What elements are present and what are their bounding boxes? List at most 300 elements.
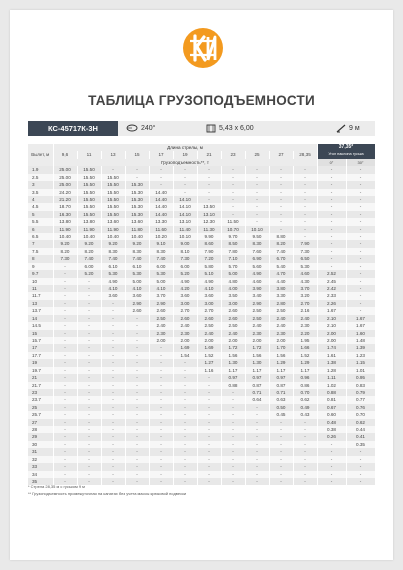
- capacity-cell: 9.20: [101, 240, 125, 247]
- capacity-cell: 14.40: [149, 189, 173, 196]
- capacity-cell: -: [173, 396, 197, 403]
- capacity-cell: 15.30: [125, 196, 149, 203]
- capacity-cell: -: [221, 441, 245, 448]
- capacity-cell: 1.29: [269, 359, 293, 366]
- capacity-cell: -: [293, 456, 317, 463]
- capacity-cell: 15.50: [77, 196, 101, 203]
- capacity-cell: -: [221, 419, 245, 426]
- capacity-cell: 1.67: [317, 307, 346, 314]
- capacity-cell: -: [346, 174, 375, 181]
- capacity-cell: -: [125, 404, 149, 411]
- capacity-cell: -: [173, 471, 197, 478]
- capacity-cell: -: [293, 174, 317, 181]
- capacity-cell: 2.50: [149, 315, 173, 322]
- capacity-cell: 0.97: [245, 374, 269, 381]
- capacity-cell: -: [125, 382, 149, 389]
- outreach-cell: 17.7: [28, 352, 53, 359]
- capacity-cell: 10.40: [125, 233, 149, 240]
- capacity-cell: 5.00: [221, 270, 245, 277]
- capacity-cell: -: [293, 211, 317, 218]
- capacity-cell: -: [221, 471, 245, 478]
- table-row: [28, 411, 375, 418]
- capacity-cell: -: [77, 419, 101, 426]
- capacity-cell: -: [346, 292, 375, 299]
- capacity-cell: 10.40: [77, 233, 101, 240]
- capacity-cell: 8.60: [197, 240, 221, 247]
- capacity-cell: 10.40: [101, 233, 125, 240]
- outrigger-icon: [206, 124, 216, 133]
- capacity-cell: -: [101, 456, 125, 463]
- boom-length-col: 25: [245, 151, 269, 158]
- capacity-cell: -: [77, 359, 101, 366]
- outreach-cell: 29: [28, 433, 53, 440]
- capacity-cell: -: [77, 292, 101, 299]
- capacity-cell: -: [149, 389, 173, 396]
- capacity-cell: -: [221, 389, 245, 396]
- capacity-cell: 1.02: [317, 382, 346, 389]
- crane-model: КС-45717К-3Н: [28, 121, 118, 136]
- capacity-cell: -: [269, 463, 293, 470]
- capacity-cell: -: [317, 471, 346, 478]
- capacity-cell: -: [346, 248, 375, 255]
- capacity-cell: 3.70: [293, 285, 317, 292]
- capacity-cell: 0.87: [269, 382, 293, 389]
- capacity-cell: -: [53, 344, 77, 351]
- capacity-cell: 2.45: [317, 278, 346, 285]
- capacity-cell: 2.70: [197, 307, 221, 314]
- capacity-cell: -: [173, 478, 197, 485]
- outreach-cell: 35: [28, 478, 53, 485]
- capacity-cell: 1.30: [221, 359, 245, 366]
- outreach-cell: 4: [28, 196, 53, 203]
- capacity-cell: 2.10: [317, 322, 346, 329]
- capacity-cell: -: [53, 448, 77, 455]
- outreach-cell: 8: [28, 255, 53, 262]
- capacity-cell: 4.30: [293, 278, 317, 285]
- boom-length-col: 11: [77, 151, 101, 158]
- capacity-cell: 7.40: [149, 255, 173, 262]
- capacity-cell: -: [125, 463, 149, 470]
- capacity-cell: 2.80: [269, 300, 293, 307]
- outreach-cell: 6: [28, 226, 53, 233]
- capacity-cell: 8.30: [149, 248, 173, 255]
- capacity-cell: -: [53, 426, 77, 433]
- capacity-cell: -: [77, 404, 101, 411]
- capacity-cell: 2.40: [173, 322, 197, 329]
- capacity-cell: -: [125, 441, 149, 448]
- capacity-cell: -: [77, 337, 101, 344]
- capacity-cell: -: [53, 367, 77, 374]
- capacity-cell: -: [101, 441, 125, 448]
- capacity-cell: 3.60: [101, 292, 125, 299]
- capacity-cell: 0.38: [317, 426, 346, 433]
- rotation-icon: [126, 124, 138, 132]
- capacity-cell: 1.17: [245, 367, 269, 374]
- capacity-cell: 13.80: [77, 218, 101, 225]
- capacity-cell: 1.29: [293, 359, 317, 366]
- capacity-cell: 15.50: [101, 174, 125, 181]
- table-row: [28, 278, 375, 285]
- capacity-cell: -: [149, 359, 173, 366]
- capacity-cell: -: [245, 471, 269, 478]
- capacity-cell: 6.10: [101, 263, 125, 270]
- capacity-cell: 8.10: [173, 248, 197, 255]
- capacity-cell: -: [77, 374, 101, 381]
- capacity-cell: 2.60: [149, 307, 173, 314]
- capacity-cell: -: [125, 367, 149, 374]
- capacity-cell: 9.20: [53, 240, 77, 247]
- capacity-cell: -: [221, 411, 245, 418]
- capacity-cell: -: [346, 240, 375, 247]
- outreach-cell: 19: [28, 359, 53, 366]
- capacity-cell: 4.70: [269, 270, 293, 277]
- capacity-cell: -: [197, 419, 221, 426]
- outreach-cell: 13: [28, 300, 53, 307]
- capacity-cell: 7.20: [197, 255, 221, 262]
- capacity-cell: -: [293, 419, 317, 426]
- capacity-cell: -: [197, 181, 221, 188]
- capacity-cell: -: [269, 441, 293, 448]
- capacity-cell: -: [346, 471, 375, 478]
- capacity-cell: 2.60: [173, 315, 197, 322]
- capacity-cell: -: [173, 411, 197, 418]
- capacity-cell: 3.60: [173, 292, 197, 299]
- capacity-cell: 0.67: [317, 404, 346, 411]
- capacity-cell: -: [101, 448, 125, 455]
- outreach-cell: 28: [28, 426, 53, 433]
- capacity-cell: 1.56: [221, 352, 245, 359]
- capacity-cell: 15.30: [125, 211, 149, 218]
- capacity-cell: 15.50: [77, 211, 101, 218]
- capacity-cell: -: [77, 426, 101, 433]
- capacity-cell: -: [77, 300, 101, 307]
- capacity-cell: -: [53, 330, 77, 337]
- capacity-cell: 2.33: [317, 292, 346, 299]
- capacity-cell: 10.10: [245, 226, 269, 233]
- capacity-cell: -: [197, 448, 221, 455]
- capacity-cell: 2.90: [245, 300, 269, 307]
- capacity-cell: 4.20: [173, 285, 197, 292]
- capacity-cell: -: [221, 174, 245, 181]
- capacity-cell: -: [173, 448, 197, 455]
- outreach-cell: 1.9: [28, 166, 53, 173]
- capacity-cell: -: [53, 315, 77, 322]
- capacity-cell: -: [221, 404, 245, 411]
- capacity-cell: 1.48: [346, 337, 375, 344]
- boom-icon: [336, 124, 346, 133]
- capacity-cell: -: [173, 419, 197, 426]
- table-row: [28, 263, 375, 270]
- table-row: [28, 433, 375, 440]
- table-row: [28, 382, 375, 389]
- capacity-cell: -: [293, 189, 317, 196]
- capacity-cell: -: [125, 426, 149, 433]
- outreach-cell: 25: [28, 404, 53, 411]
- capacity-cell: -: [77, 367, 101, 374]
- capacity-cell: 3.70: [149, 292, 173, 299]
- capacity-cell: -: [53, 307, 77, 314]
- capacity-cell: -: [77, 463, 101, 470]
- capacity-cell: -: [346, 263, 375, 270]
- capacity-cell: 2.40: [269, 322, 293, 329]
- capacity-cell: -: [77, 411, 101, 418]
- capacity-cell: -: [173, 181, 197, 188]
- outreach-cell: 34: [28, 471, 53, 478]
- capacity-cell: -: [221, 463, 245, 470]
- table-row: [28, 374, 375, 381]
- capacity-cell: 6.70: [269, 255, 293, 262]
- capacity-cell: -: [269, 433, 293, 440]
- capacity-cell: -: [293, 203, 317, 210]
- capacity-cell: -: [173, 166, 197, 173]
- capacity-cell: 5.10: [197, 270, 221, 277]
- capacity-cell: 7.80: [221, 248, 245, 255]
- capacity-cell: 7.40: [101, 255, 125, 262]
- capacity-cell: 2.30: [245, 330, 269, 337]
- capacity-cell: 3.50: [221, 292, 245, 299]
- capacity-cell: 14.40: [149, 211, 173, 218]
- capacity-cell: -: [346, 463, 375, 470]
- capacity-cell: -: [197, 456, 221, 463]
- table-row: [28, 189, 375, 196]
- capacity-cell: -: [149, 181, 173, 188]
- capacity-cell: -: [197, 374, 221, 381]
- capacity-cell: -: [269, 174, 293, 181]
- capacity-cell: 0.49: [293, 404, 317, 411]
- capacity-cell: -: [77, 396, 101, 403]
- table-row: [28, 218, 375, 225]
- capacity-cell: -: [53, 411, 77, 418]
- capacity-cell: -: [293, 181, 317, 188]
- capacity-cell: -: [125, 359, 149, 366]
- capacity-cell: 1.66: [293, 344, 317, 351]
- capacity-cell: 14.10: [173, 203, 197, 210]
- capacity-cell: -: [346, 203, 375, 210]
- capacity-cell: 2.30: [293, 322, 317, 329]
- capacity-cell: -: [269, 189, 293, 196]
- capacity-cell: -: [245, 433, 269, 440]
- capacity-cell: -: [125, 337, 149, 344]
- capacity-cell: -: [245, 463, 269, 470]
- table-row: [28, 240, 375, 247]
- capacity-cell: 2.60: [221, 315, 245, 322]
- capacity-cell: 5.00: [125, 278, 149, 285]
- capacity-cell: 2.90: [149, 300, 173, 307]
- capacity-cell: 15.50: [77, 181, 101, 188]
- capacity-cell: -: [346, 189, 375, 196]
- capacity-cell: -: [101, 337, 125, 344]
- capacity-cell: -: [149, 478, 173, 485]
- table-row: [28, 292, 375, 299]
- capacity-cell: -: [269, 478, 293, 485]
- capacity-cell: -: [77, 433, 101, 440]
- capacity-cell: 1.56: [269, 352, 293, 359]
- capacity-cell: -: [346, 448, 375, 455]
- table-row: [28, 359, 375, 366]
- capacity-cell: -: [221, 181, 245, 188]
- capacity-cell: 5.20: [173, 270, 197, 277]
- outreach-cell: 23.7: [28, 396, 53, 403]
- load-chart-table: [28, 144, 376, 485]
- capacity-cell: 3.00: [173, 300, 197, 307]
- capacity-cell: -: [346, 307, 375, 314]
- table-row: [28, 285, 375, 292]
- capacity-cell: 8.20: [53, 248, 77, 255]
- capacity-cell: 3.00: [197, 300, 221, 307]
- outreach-cell: 31: [28, 448, 53, 455]
- capacity-cell: -: [293, 441, 317, 448]
- capacity-cell: 1.74: [317, 344, 346, 351]
- capacity-cell: -: [101, 352, 125, 359]
- capacity-cell: -: [125, 419, 149, 426]
- table-row: [28, 367, 375, 374]
- capacity-cell: -: [221, 426, 245, 433]
- capacity-cell: -: [53, 352, 77, 359]
- capacity-cell: 0.26: [317, 433, 346, 440]
- outreach-cell: 4.5: [28, 203, 53, 210]
- outreach-cell: 3.5: [28, 189, 53, 196]
- capacity-cell: 15.50: [77, 166, 101, 173]
- capacity-cell: -: [77, 441, 101, 448]
- capacity-cell: 11.80: [125, 226, 149, 233]
- capacity-cell: -: [125, 448, 149, 455]
- capacity-cell: -: [125, 433, 149, 440]
- capacity-cell: -: [317, 233, 346, 240]
- capacity-cell: 0.45: [269, 411, 293, 418]
- capacity-cell: -: [269, 218, 293, 225]
- capacity-cell: 2.00: [197, 337, 221, 344]
- capacity-cell: -: [346, 278, 375, 285]
- capacity-cell: -: [197, 382, 221, 389]
- table-row: [28, 300, 375, 307]
- table-row: [28, 248, 375, 255]
- capacity-cell: 4.90: [101, 278, 125, 285]
- outreach-cell: 9: [28, 263, 53, 270]
- table-row: [28, 448, 375, 455]
- capacity-cell: 2.40: [245, 322, 269, 329]
- table-row: [28, 270, 375, 277]
- capacity-cell: 0.96: [293, 374, 317, 381]
- capacity-cell: -: [269, 456, 293, 463]
- capacity-cell: -: [77, 315, 101, 322]
- capacity-cell: -: [245, 448, 269, 455]
- capacity-cell: 15.50: [101, 189, 125, 196]
- capacity-cell: 0.63: [269, 396, 293, 403]
- outreach-cell: 3: [28, 181, 53, 188]
- table-row: [28, 322, 375, 329]
- capacity-cell: -: [269, 166, 293, 173]
- table-row: [28, 255, 375, 262]
- capacity-cell: 0.76: [346, 404, 375, 411]
- outreach-cell: 5.5: [28, 218, 53, 225]
- capacity-cell: -: [346, 181, 375, 188]
- capacity-cell: 9.20: [77, 240, 101, 247]
- capacity-cell: -: [149, 426, 173, 433]
- capacity-cell: -: [125, 344, 149, 351]
- capacity-cell: 1.38: [317, 359, 346, 366]
- capacity-cell: 0.81: [317, 396, 346, 403]
- capacity-cell: -: [77, 389, 101, 396]
- outriggers-info: [206, 121, 254, 136]
- capacity-cell: -: [125, 315, 149, 322]
- capacity-cell: 6.00: [149, 263, 173, 270]
- capacity-cell: 6.00: [77, 263, 101, 270]
- capacity-cell: -: [149, 166, 173, 173]
- outreach-cell: 11: [28, 285, 53, 292]
- capacity-cell: -: [101, 426, 125, 433]
- capacity-cell: 13.50: [197, 203, 221, 210]
- capacity-cell: 2.00: [221, 337, 245, 344]
- outreach-cell: 21.7: [28, 382, 53, 389]
- capacity-cell: -: [101, 344, 125, 351]
- capacity-cell: -: [149, 382, 173, 389]
- capacity-cell: -: [53, 404, 77, 411]
- table-row: [28, 419, 375, 426]
- capacity-cell: 8.20: [77, 248, 101, 255]
- capacity-cell: -: [101, 166, 125, 173]
- capacity-cell: 11.90: [101, 226, 125, 233]
- capacity-cell: 1.11: [317, 374, 346, 381]
- capacity-cell: 15.50: [101, 181, 125, 188]
- capacity-cell: 2.30: [173, 330, 197, 337]
- capacity-cell: -: [317, 240, 346, 247]
- capacity-cell: 12.30: [197, 218, 221, 225]
- capacity-cell: 0.41: [346, 433, 375, 440]
- capacity-cell: 5.30: [149, 270, 173, 277]
- capacity-cell: 9.00: [173, 240, 197, 247]
- capacity-cell: 0.86: [293, 382, 317, 389]
- boom-length-col: 17: [149, 151, 173, 158]
- capacity-cell: -: [101, 419, 125, 426]
- capacity-cell: -: [269, 471, 293, 478]
- capacity-cell: 2.00: [317, 330, 346, 337]
- capacity-cell: -: [125, 478, 149, 485]
- capacity-cell: -: [293, 448, 317, 455]
- capacity-cell: -: [293, 196, 317, 203]
- capacity-cell: -: [317, 189, 346, 196]
- outreach-cell: 33: [28, 463, 53, 470]
- capacity-cell: -: [125, 330, 149, 337]
- table-row: [28, 196, 375, 203]
- capacity-cell: -: [53, 285, 77, 292]
- capacity-cell: 18.70: [53, 203, 77, 210]
- outreach-cell: 7: [28, 240, 53, 247]
- capacity-cell: -: [221, 478, 245, 485]
- capacity-cell: -: [77, 478, 101, 485]
- capacity-cell: -: [293, 471, 317, 478]
- outreach-cell: 25.7: [28, 411, 53, 418]
- outriggers-value: 5,43 x 6,00: [219, 125, 254, 132]
- table-row: [28, 307, 375, 314]
- outreach-cell: 11.7: [28, 292, 53, 299]
- capacity-cell: 11.90: [77, 226, 101, 233]
- capacity-cell: -: [101, 433, 125, 440]
- capacity-cell: -: [149, 396, 173, 403]
- capacity-cell: -: [101, 396, 125, 403]
- capacity-cell: 1.67: [346, 322, 375, 329]
- capacity-cell: -: [346, 233, 375, 240]
- outreach-cell: 19.7: [28, 367, 53, 374]
- capacity-cell: -: [317, 478, 346, 485]
- jib-angle-header: Угол наклона гуська: [317, 151, 375, 158]
- capacity-cell: 2.10: [317, 315, 346, 322]
- capacity-cell: 14.40: [149, 203, 173, 210]
- outreach-cell: 14.5: [28, 322, 53, 329]
- capacity-cell: -: [101, 382, 125, 389]
- capacity-cell: 0.97: [221, 374, 245, 381]
- capacity-cell: 5.80: [197, 263, 221, 270]
- capacity-cell: 0.48: [317, 419, 346, 426]
